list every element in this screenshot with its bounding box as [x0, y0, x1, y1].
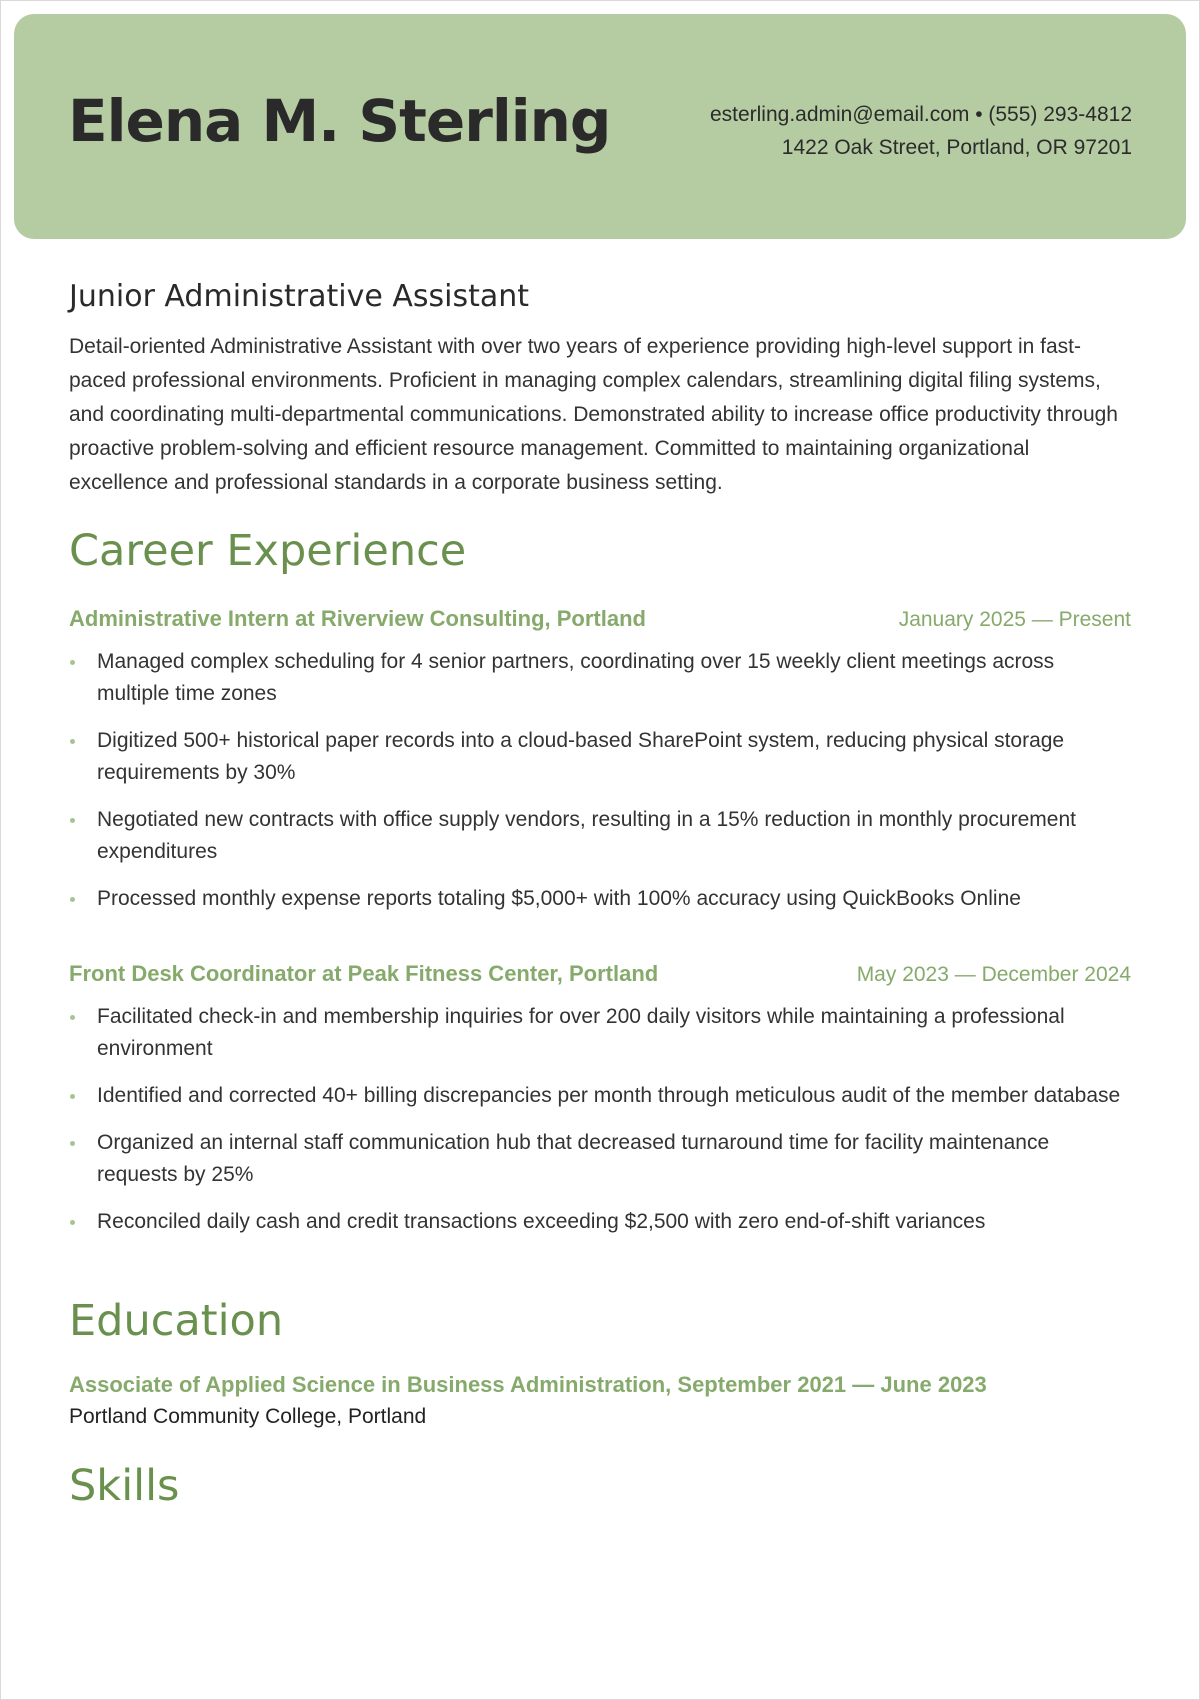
- job-bullet: Digitized 500+ historical paper records into a cloud-based SharePoint system, reducing physical storage requirements by 30%: [69, 725, 1131, 789]
- job-bullets: [69, 1001, 1131, 1238]
- contact-email-phone: esterling.admin@email.com • (555) 293-4812: [709, 103, 1132, 126]
- job-bullet: Organized an internal staff communication hub that decreased turnaround time for facility maintenance requests by 25%: [69, 1127, 1131, 1191]
- job-dates: January 2025 — Present: [898, 607, 1131, 631]
- job-bullet: Managed complex scheduling for 4 senior partners, coordinating over 15 weekly client meetings across multiple time zones: [69, 646, 1131, 710]
- job-bullet: Facilitated check-in and membership inquiries for over 200 daily visitors while maintaining a professional environment: [69, 1001, 1131, 1065]
- resume-header: [14, 14, 1186, 239]
- experience-heading: Career Experience: [69, 526, 467, 576]
- profile-summary: Detail-oriented Administrative Assistant with over two years of experience providing high-level support in fast-paced professional environments. Proficient in managing complex calendars, streamlining digital filing systems, and coordinating multi-departmental communications. Demonstrated ability to increase office productivity through proactive problem-solving and efficient resource management. Committed to maintaining organizational excellence and professional standards in a corporate business setting.: [69, 335, 1118, 494]
- school-name: Portland Community College, Portland: [69, 1405, 427, 1429]
- education-heading: Education: [69, 1295, 284, 1346]
- job-bullet: Identified and corrected 40+ billing discrepancies per month through meticulous audit of the member database: [69, 1080, 1131, 1112]
- job-role-title: Junior Administrative Assistant: [69, 279, 530, 314]
- job-bullet: Negotiated new contracts with office supply vendors, resulting in a 15% reduction in monthly procurement expenditures: [69, 804, 1131, 868]
- contact-info: [710, 98, 1132, 164]
- skills-heading: Skills: [69, 1461, 180, 1512]
- job-bullet: Processed monthly expense reports totaling $5,000+ with 100% accuracy using QuickBooks Online: [69, 883, 1131, 915]
- job-entry: [69, 606, 1131, 915]
- contact-address: 1422 Oak Street, Portland, OR 97201: [781, 136, 1132, 159]
- job-title: Administrative Intern at Riverview Consulting, Portland: [69, 605, 646, 631]
- job-bullet: Reconciled daily cash and credit transactions exceeding $2,500 with zero end-of-shift variances: [69, 1206, 1131, 1238]
- job-header: [69, 961, 1131, 987]
- job-bullets: [69, 646, 1131, 915]
- resume-content: [69, 277, 1131, 1513]
- degree-title: Associate of Applied Science in Business Administration, September 2021 — June 2023: [69, 1372, 987, 1398]
- job-entry: [69, 961, 1131, 1238]
- job-dates: May 2023 — December 2024: [856, 962, 1131, 986]
- job-header: [69, 606, 1131, 632]
- candidate-name: Elena M. Sterling: [68, 87, 611, 155]
- job-title: Front Desk Coordinator at Peak Fitness Center, Portland: [69, 960, 659, 986]
